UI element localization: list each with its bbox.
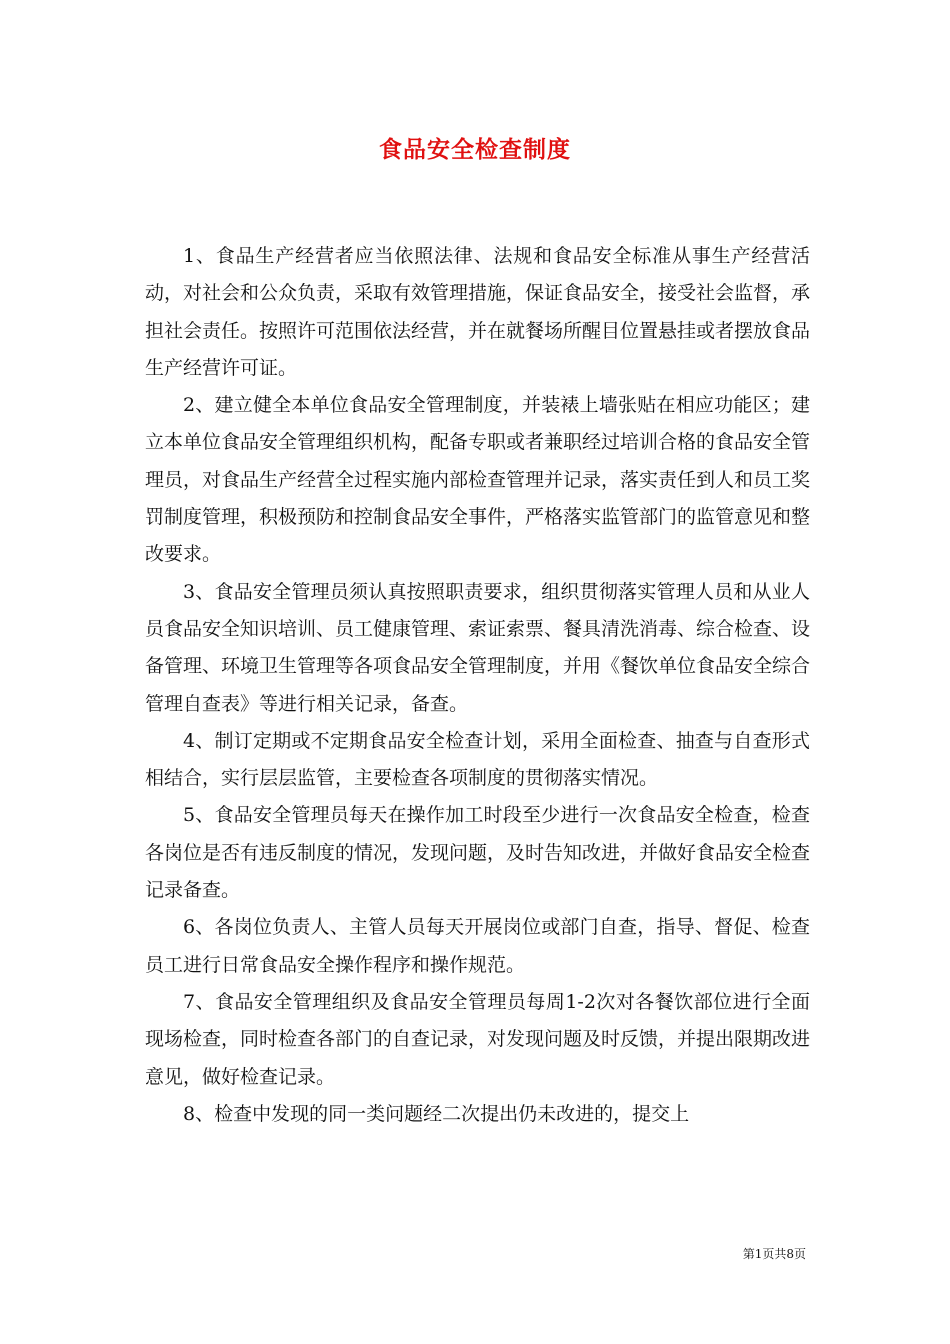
paragraph-5: 5、食品安全管理员每天在操作加工时段至少进行一次食品安全检查，检查各岗位是否有违反制度的情况，发现问题，及时告知改进，并做好食品安全检查记录备查。 xyxy=(145,804,811,902)
paragraph-4: 4、制订定期或不定期食品安全检查计划，采用全面检查、抽查与自查形式相结合，实行层层监管，主要检查各项制度的贯彻落实情况。 xyxy=(145,729,810,790)
paragraph-8: 8、检查中发现的同一类问题经二次提出仍未改进的，提交上 xyxy=(183,1102,690,1125)
paragraph-6: 6、各岗位负责人、主管人员每天开展岗位或部门自查，指导、督促、检查员工进行日常食品安全操作程序和操作规范。 xyxy=(145,916,810,976)
paragraph-1: 1、食品生产经营者应当依照法律、法规和食品安全标准从事生产经营活动，对社会和公众负责，采取有效管理措施，保证食品安全，接受社会监督，承担社会责任。按照许可范围依法经营，并在就餐场所醒目位置悬挂或者摆放食品生产经营许可证。 xyxy=(145,245,811,379)
paragraph-7: 7、食品安全管理组织及食品安全管理员每周1-2次对各餐饮部位进行全面现场检查，同时检查各部门的自查记录，对发现问题及时反馈，并提出限期改进意见，做好检查记录。 xyxy=(145,990,811,1088)
document-body xyxy=(145,238,810,1133)
paragraph-3: 3、食品安全管理员须认真按照职责要求，组织贯彻落实管理人员和从业人员食品安全知识培训、员工健康管理、索证索票、餐具清洗消毒、综合检查、设备管理、环境卫生管理等各项食品安全管理制度，并用《餐饮单位食品安全综合管理自查表》等进行相关记录，备查。 xyxy=(145,580,811,715)
paragraph-2: 2、建立健全本单位食品安全管理制度，并装裱上墙张贴在相应功能区；建立本单位食品安全管理组织机构，配备专职或者兼职经过培训合格的食品安全管理员，对食品生产经营全过程实施内部检查管理并记录，落实责任到人和员工奖罚制度管理，积极预防和控制食品安全事件，严格落实监管部门的监管意见和整改要求。 xyxy=(145,394,811,566)
document-title: 食品安全检查制度 xyxy=(379,136,571,163)
page-number-footer: 第1页共8页 xyxy=(742,1247,806,1261)
